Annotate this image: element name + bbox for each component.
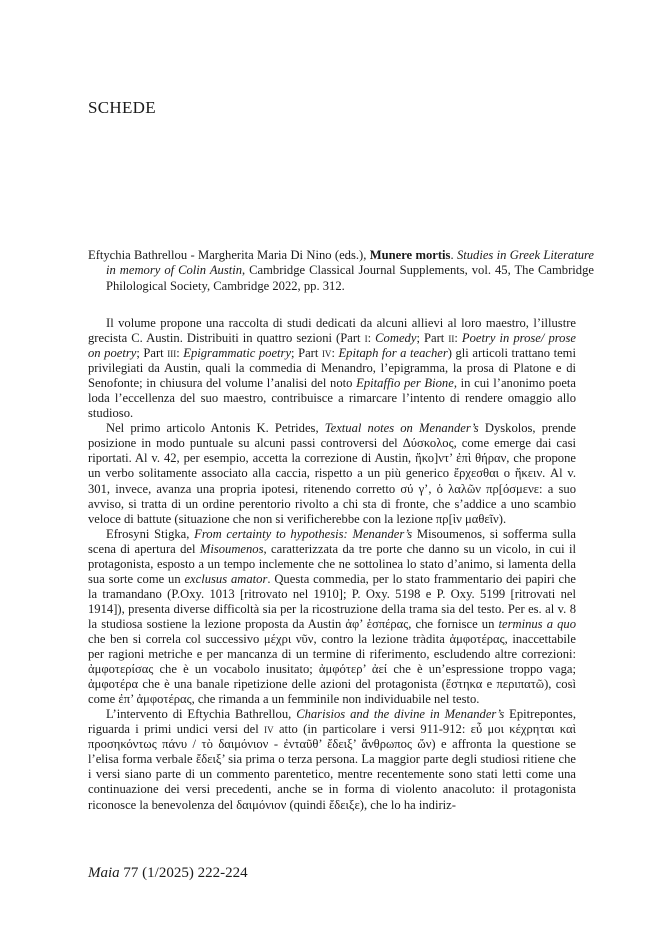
paragraph-4: L’intervento di Eftychia Bathrellou, Charisios and the divine in Menander’s Epitrepontes, riguarda i primi undici versi del iv atto (in particolare i versi 911-912: εὖ μοι κέχρηται καὶ προσηκόντως πάνυ / τὸ δαιμόνιον - ἐνταῦθ’ ἔδειξ’ ἄνθρωπος ὤν) e affronta la questione se l’elisa forma verbale ἔδειξ’ sia prima o terza persona. La maggior parte degli studiosi ritiene che i versi siano parte di un commento parentetico, mentre recentemente sono stati letti come una continuazione dei versi precedenti, anche se in forma di violento anacoluto: il protagonista riconosce la benevolenza del δαιμόνιον (quindi ἔδειξε), che lo ha indiriz- xyxy=(88,707,576,812)
journal-name: Maia xyxy=(88,865,120,881)
editors: Eftychia Bathrellou - Margherita Maria Di Nino (eds.), xyxy=(88,248,367,262)
paragraph-1: Il volume propone una raccolta di studi dedicati da alcuni allievi al loro maestro, l’illustre grecista C. Austin. Distribuiti in quattro sezioni (Part i: Comedy; Part ii: Poetry in prose/ prose on poetry; Part iii: Epigrammatic poetry; Part iv: Epitaph for a teacher) gli articoli trattano temi privilegiati da Austin, quali la commedia di Menandro, l’epigramma, la prosa di Platone e di Senofonte; in chiusura del volume l’analisi del noto Epitaffio per Bione, in cui l’anonimo poeta loda l’eccellenza del suo maestro, contribuisce a rimarcare l’intento di rendere omaggio allo studioso. xyxy=(88,316,576,421)
paragraph-3: Efrosyni Stigka, From certainty to hypothesis: Menander’s Misoumenos, si sofferma sulla scena di apertura del Misoumenos, caratterizzata da tre porte che danno su un vicolo, in cui il protagonista, esposto a un tempo inclemente che ne sottolinea lo stato d’animo, si lamenta della sua sorte come un exclusus amator. Questa commedia, per lo stato frammentario dei papiri che la tramandano (P.Oxy. 1013 [ritrovato nel 1910]; P. Oxy. 5198 e P. Oxy. 5199 [ritrovati nel 1914]), presenta diverse difficoltà sia per la ricostruzione della trama sia del testo. Per es. al v. 8 la studiosa sostiene la lezione proposta da Austin ἀφ’ ἑσπέρας, che fornisce un terminus a quo che ben si correla col successivo μέχρι νῦν, contro la lezione tràdita ἀμφοτέρας, inaccettabile per ragioni metriche e per mancanza di un termine di riferimento, escludendo altre correzioni: ἀμφοτερίσας che è un vocabolo inusitato; ἀμφότερ’ ἀεί che è un’espressione troppo vaga; ἀμφοτέρα che è una banale ripetizione delle azioni del protagonista (ἕστηκα e περιπατῶ), così come ἐπ’ ἀμφοτέρας, che rimanda a un femminile non individuabile nel testo. xyxy=(88,526,576,707)
section-title: SCHEDE xyxy=(88,98,156,117)
book-subtitle: Studies in Greek Literature in memory of Colin Austin xyxy=(106,248,595,278)
review-body xyxy=(88,316,576,813)
paragraph-2: Nel primo articolo Antonis K. Petrides, Textual notes on Menander’s Dyskolos, prende posizione in modo puntuale su alcuni passi controversi del Δύσκολος, come emerge dai casi riportati. Al v. 42, per esempio, accetta la correzione di Austin, ἥκο]ντ’ ἐπὶ θήραν, che propone un verbo solitamente associato alla caccia, rispetto a un più generico ἔρχεσθαι o ἥκειν. Al v. 301, invece, avanza una propria ipotesi, ritenendo corretto σύ γ’, ὁ λαλῶν πρ[όσμενε: a suo avviso, si tratta di un ordine perentorio rivolto a chi sta di fronte, che s’addice a uno scambio veloce di battute (situazione che non si verificherebbe con la lezione πρ[ὶν μαθεῖν). xyxy=(88,421,576,526)
bibliographic-entry: Eftychia Bathrellou - Margherita Maria Di Nino (eds.), Munere mortis. Studies in Greek Literature in memory of Colin Austin, Cambridge Classical Journal Supplements, vol. 45, The Cambridge Philological Society, Cambridge 2022, pp. 312. xyxy=(88,248,595,293)
book-title: Munere mortis xyxy=(369,248,451,262)
publication-details: , Cambridge Classical Journal Supplements, vol. 45, The Cambridge Philological Society, Cambridge 2022, pp. 312. xyxy=(106,263,594,293)
citation: 77 (1/2025) 222-224 xyxy=(119,865,248,881)
page-footer xyxy=(88,865,248,882)
